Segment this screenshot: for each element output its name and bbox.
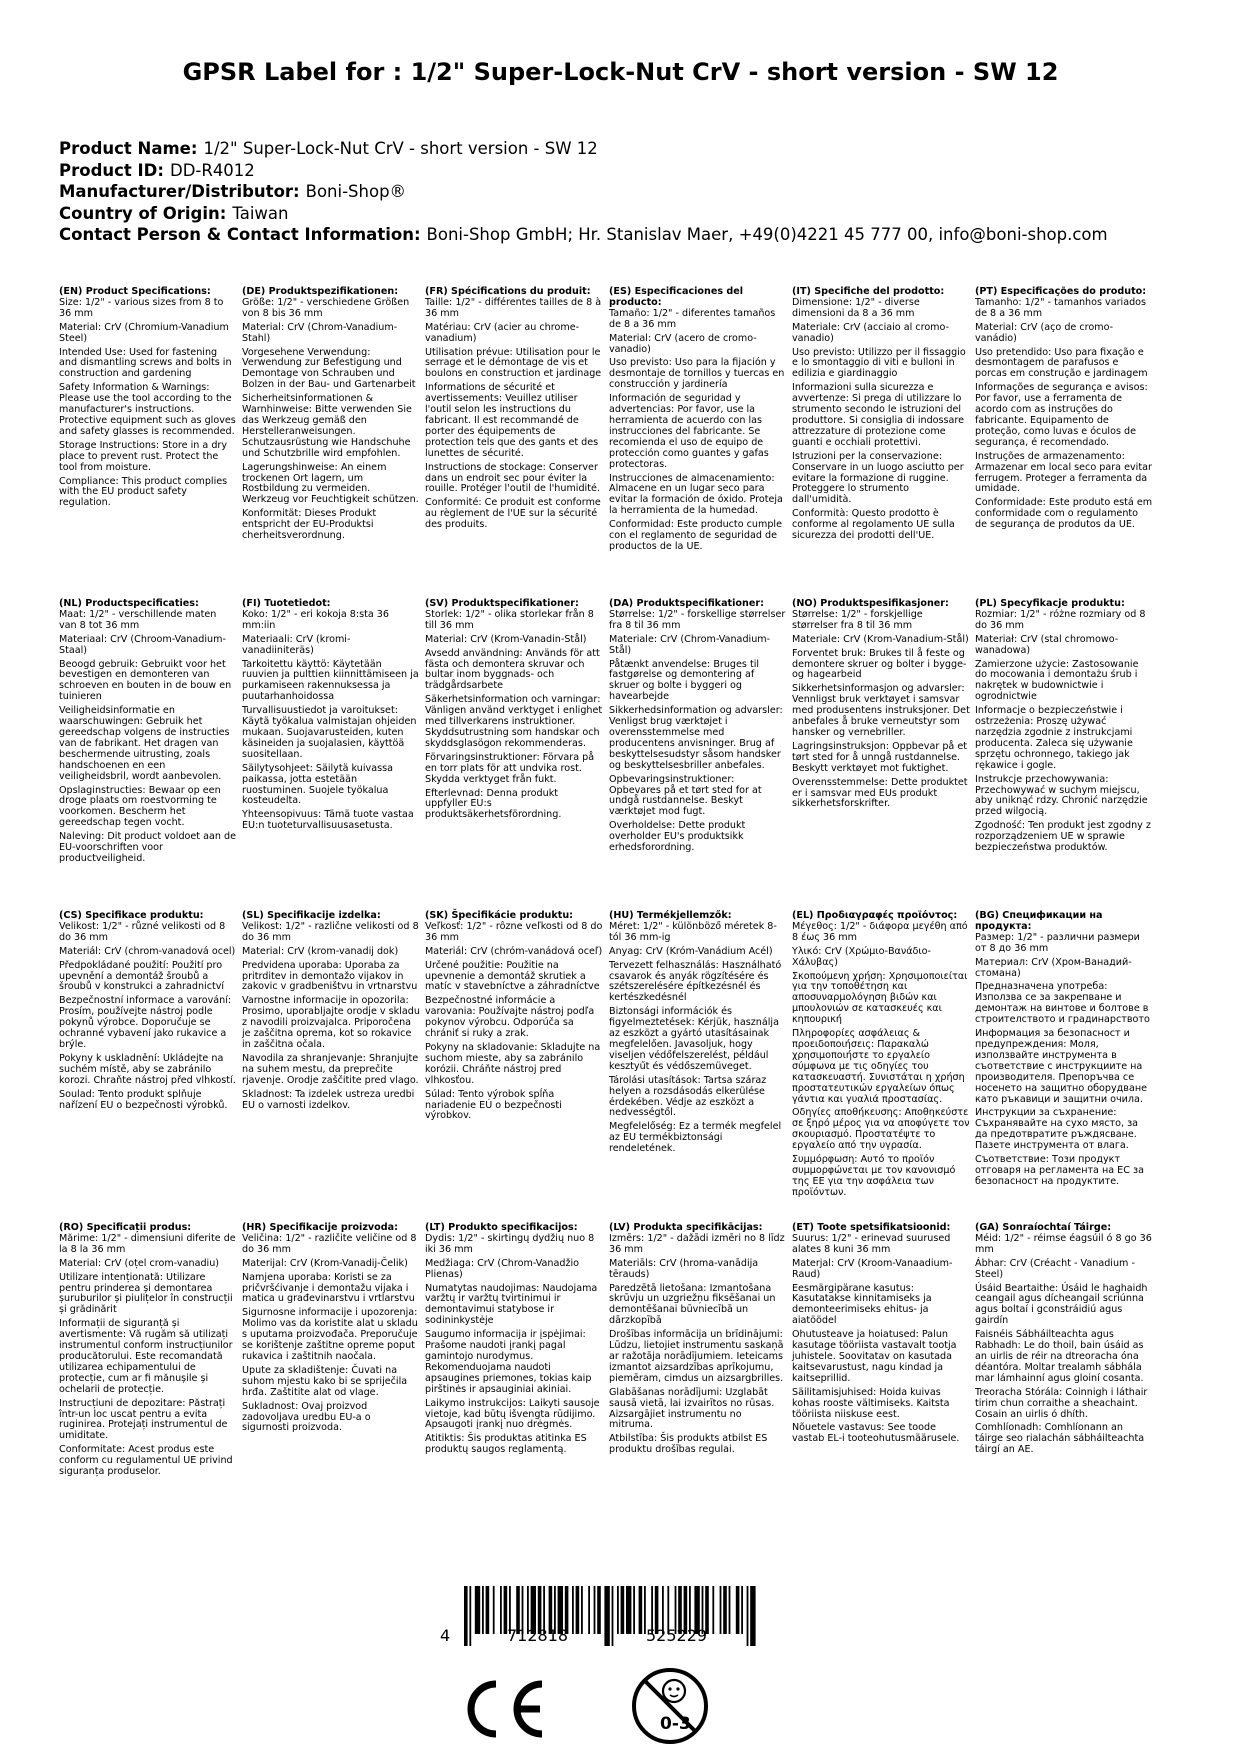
barcode [440,1586,762,1650]
section-paragraph: Påtænkt anvendelse: Bruges til fastgørelse og demontering af skruer og bolte i byggeri og havearbejde [609,658,760,703]
section-paragraph: Velikost: 1/2" - různé velikosti od 8 do 36 mm [59,920,226,943]
section-paragraph: Zamierzone użycie: Zastosowanie do mocowania i demontażu śrub i nakrętek w budownictwie i ogrodnictwie [975,658,1139,703]
section-heading: (PL) Specyfikacje produktu: [975,598,1125,609]
section-column [609,287,787,556]
section-heading: (ET) Toote spetsifikatsioonid: [792,1222,951,1233]
barcode-bar [588,1586,590,1634]
section-paragraph: Předpokládané použití: Použití pro upevnění a demontáž šroubů a šroubů v konstrukci a zahradnictví [59,959,225,993]
section-paragraph: Turvallisuustiedot ja varoitukset: Käytä työkalua valmistajan ohjeiden mukaan. Suojavarusteiden, kuten käsineiden ja suojalasien, käyttöä suositellaan. [242,705,417,760]
section-paragraph: Zgodność: Ten produkt jest zgodny z rozporządzeniem UE w sprawie bezpieczeństwa produktów. [975,820,1151,854]
barcode-bar [493,1586,495,1634]
section-column [242,287,420,545]
section-paragraph: Størrelse: 1/2" - forskjellige størrelser fra 8 til 36 mm [792,608,923,631]
section-paragraph: Beoogd gebruik: Gebruikt voor het bevestigen en demonteren van schroeven en bouten in de bouw en tuinieren [59,658,232,703]
section-paragraph: Materijal: CrV (Krom-Vanadij-Čelik) [242,1257,408,1269]
section-paragraph: Tarkoitettu käyttö: Käytetään ruuvien ja pulttien kiinnittämiseen ja purkamiseen rakennuksessa ja puutarhanhoidossa [242,658,419,703]
section-paragraph: Laikymo instrukcijos: Laikyti sausoje vietoje, kad būtų išvengta rūdijimo. Apsaugoti įrankį nuo drėgmės. [425,1397,600,1431]
info-value: Boni-Shop® [305,182,407,201]
section-paragraph: Material: CrV (aço de cromo-vanádio) [975,321,1114,344]
barcode-bar [597,1586,601,1634]
section-heading: (LV) Produkta specifikācijas: [609,1222,763,1233]
section-heading: (BG) Спецификации на продукта: [975,910,1103,932]
section-paragraph: Lagringsinstruksjon: Oppbevar på et tørt sted for å unngå rustdannelse. Beskytt verktøyet mot fuktighet. [792,740,968,774]
barcode-bar [723,1586,727,1634]
section-heading: (DA) Produktspecifikationer: [609,598,764,609]
section-paragraph: Uso previsto: Utilizzo per il fissaggio e lo smontaggio di viti e bulloni in edilizia e giardinaggio [792,346,966,380]
section-paragraph: Информация за безопасност и предупреждения: Моля, използвайте инструмента в съответствие с инструкциите на производителя. Препоръчва се носенето на защитно оборудване като ръкавици и защитни очила. [975,1028,1147,1105]
section-paragraph: Conformità: Questo prodotto è conforme al regolamento UE sulla sicurezza dei prodotti dell'UE. [792,508,955,542]
info-label: Manufacturer/Distributor: [59,182,300,201]
section-paragraph: Efterlevnad: Denna produkt uppfyller EU:s produktsäkerhetsförordning. [425,787,562,821]
barcode-bar [633,1586,635,1634]
section-heading: (PT) Especificações do produto: [975,286,1147,297]
section-heading: (SL) Specifikacije izdelka: [242,910,381,921]
section-paragraph: Uso pretendido: Uso para fixação e desmontagem de parafusos e porcas em construção e jardinagem [975,346,1148,380]
section-paragraph: Säilytysohjeet: Säilytä kuivassa paikassa, jotta estetään ruostuminen. Suojele työkalua kosteudelta. [242,762,393,807]
section-paragraph: Storlek: 1/2" - olika storlekar från 8 till 36 mm [425,608,594,631]
section-paragraph: Biztonsági információk és figyelmeztetések: Kérjük, használja az eszközt a gyártó utasításainak megfelelően. Javasoljuk, hogy viseljen védőfelszerelést, például kesztyűt és védőszemüveget. [609,1006,779,1072]
section-paragraph: Materiaal: CrV (Chroom-Vanadium-Staal) [59,633,226,656]
barcode-bar [626,1586,631,1634]
section-heading: (GA) Sonraíochtaí Táirge: [975,1222,1112,1233]
section-column [609,911,787,1158]
barcode-bar [621,1586,625,1634]
barcode-bar [729,1586,731,1634]
section-paragraph: Suurus: 1/2" - erinevad suurused alates 8 kuni 36 mm [792,1232,951,1255]
section-paragraph: Overholdelse: Dette produkt overholder EU's produktsikk erhedsforordning. [609,820,746,854]
section-paragraph: Predvidena uporaba: Uporaba za pritrditev in demontažo vijakov in zakovic v gradbeništvu in vrtnarstvu [242,959,418,993]
section-paragraph: Συμμόρφωση: Αυτό το προϊόν συμμορφώνεται με τον κανονισμό της ΕΕ για την ασφάλεια των προϊόντων. [792,1154,956,1198]
info-label: Contact Person & Contact Information: [59,225,421,244]
section-paragraph: Medžiaga: CrV (Chrom-Vanadžio Plienas) [425,1257,580,1280]
section-paragraph: Vorgesehene Verwendung: Verwendung zur Befestigung und Demontage von Schrauben und Bolzen in der Bau- und Gartenarbeit [242,346,416,391]
section-column [792,911,970,1202]
section-paragraph: Saugumo informacija ir įspėjimai: Prašome naudoti įrankį pagal gamintojo nurodymus. Rekomenduojama naudoti apsaugines priemones, tokias kaip pirštinės ir apsauginiai akiniai. [425,1329,592,1395]
section-paragraph: Dydis: 1/2" - skirtingų dydžių nuo 8 iki 36 mm [425,1232,595,1255]
section-paragraph: Información de seguridad y advertencias: Por favor, use la herramienta de acuerdo con las instrucciones del fabricante. Se recomienda el uso de equipo de protección como guantes y gafas protectoras. [609,393,769,470]
section-paragraph: Bezpečnostné informácie a varovania: Používajte nástroj podľa pokynov výrobcu. Odporúča sa chrániť si ruky a zrak. [425,995,595,1040]
section-heading: (NL) Productspecificaties: [59,598,199,609]
section-column [792,1223,970,1448]
section-paragraph: Avsedd användning: Används för att fästa och demontera skruvar och bultar inom byggnads- och trädgårdsarbete [425,647,600,692]
manufacturer-row [59,181,1209,203]
section-paragraph: Upute za skladištenje: Čuvati na suhom mjestu kako bi se spriječila hrđa. Zaštitite alat od vlage. [242,1364,408,1398]
section-heading: (SK) Špecifikácie produktu: [425,910,574,921]
barcode-digit-first: 4 [440,1626,451,1645]
section-paragraph: Informações de segurança e avisos: Por favor, use a ferramenta de acordo com as instruções do fabricante. Equipamento de proteção, como luvas e óculos de segurança, é recomendado. [975,382,1148,448]
section-paragraph: Informations de sécurité et avertissements: Veuillez utiliser l'outil selon les instructions du fabricant. Il est recommandé de porter des équipements de protection tels que des gants et des lunettes de sécurité. [425,382,599,459]
barcode-digits-right: 525229 [646,1626,708,1645]
section-paragraph: Opslaginstructies: Bewaar op een droge plaats om roestvorming te voorkomen. Bescherm het gereedschap tegen vocht. [59,784,221,829]
section-paragraph: Velikost: 1/2" - različne velikosti od 8 do 36 mm [242,920,419,943]
section-paragraph: Matériau: CrV (acier au chrome-vanadium) [425,321,580,344]
section-heading: (HU) Termékjellemzők: [609,910,732,921]
section-column [792,599,970,813]
section-paragraph: Instrucciones de almacenamiento: Almacene en un lugar seco para evitar la formación de óxido. Proteja la herramienta de la humedad. [609,472,783,517]
section-column [975,287,1153,534]
section-paragraph: Säkerhetsinformation och varningar: Vänligen använd verktyget i enlighet med tillverkarens instruktioner. Skyddsutrustning som handskar och skyddsglasögon rekommenderas. [425,694,603,749]
section-paragraph: Tervezett felhasználás: Használható csavarok és anyák rögzítésére és szétszerelésére építkezésnél és kertészkedésnél [609,959,782,1004]
section-paragraph: Материал: CrV (Хром-Ванадий-стомана) [975,956,1132,979]
section-paragraph: Material: CrV (Chromium-Vanadium Steel) [59,321,229,344]
barcode-bar [750,1586,755,1646]
barcode-digits-left: 712818 [507,1626,569,1645]
section-paragraph: Conformidade: Este produto está em conformidade com o regulamento de segurança de produtos da UE. [975,497,1153,531]
section-paragraph: Material: CrV (Chrom-Vanadium-Stahl) [242,321,398,344]
section-paragraph: Material: CrV (oțel crom-vanadiu) [59,1257,220,1269]
section-paragraph: Materiał: CrV (stal chromowo-wanadowa) [975,633,1119,656]
section-paragraph: Určené použitie: Použitie na upevnenie a demontáž skrutiek a matíc v stavebníctve a záhradníctve [425,959,600,993]
section-heading: (ES) Especificaciones del producto: [609,286,744,308]
section-paragraph: Treoracha Stórála: Coinnigh i láthair tirim chun corraithe a sheachaint. Cosain an uirlis ó dhíth. [975,1386,1148,1420]
section-paragraph: Safety Information & Warnings: Please use the tool according to the manufacturer's instructions. Protective equipment such as gloves and safety glasses is recommended. [59,382,236,437]
section-paragraph: Materiál: CrV (chróm-vanádová oceľ) [425,945,603,957]
section-column [59,911,237,1114]
section-column [975,599,1153,857]
section-paragraph: Instrucțiuni de depozitare: Păstrați într-un loc uscat pentru a evita ruginirea. Protejați instrumentul de umiditate. [59,1397,228,1442]
section-paragraph: Naleving: Dit product voldoet aan de EU-voorschriften voor productveiligheid. [59,831,236,864]
section-column [425,287,603,534]
barcode-bar [469,1586,471,1646]
ce-mark-icon [458,1678,548,1744]
section-paragraph: Maat: 1/2" - verschillende maten van 8 tot 36 mm [59,608,217,631]
section-paragraph: Material: CrV (Krom-Vanadin-Stål) [425,633,587,645]
section-paragraph: Tamanho: 1/2" - tamanhos variados de 8 a 36 mm [975,296,1147,319]
section-paragraph: Μέγεθος: 1/2" - διάφορα μεγέθη από 8 έως 36 mm [792,920,968,943]
section-paragraph: Größe: 1/2" - verschiedene Größen von 8 bis 36 mm [242,296,410,319]
section-paragraph: Eesmärgipärane kasutus: Kasutatakse kinnitamiseks ja demonteerimiseks ehitus- ja aiatöödel [792,1282,932,1327]
section-paragraph: Size: 1/2" - various sizes from 8 to 36 mm [59,296,224,319]
section-paragraph: Atbilstība: Šis produkts atbilst ES produktu drošības regulai. [609,1433,768,1456]
section-column [242,1223,420,1437]
barcode-bar [747,1586,749,1646]
section-paragraph: Materiale: CrV (acciaio al cromo-vanadio) [792,321,950,344]
section-paragraph: Overensstemmelse: Dette produktet er i samsvar med EUs produkt sikkerhetsforskrifter. [792,776,968,810]
barcode-bar [594,1586,596,1634]
section-column [59,1223,237,1481]
section-paragraph: Méid: 1/2" - réimse éagsúil ó 8 go 36 mm [975,1232,1152,1255]
section-heading: (FI) Tuotetiedot: [242,598,331,609]
info-value: Boni-Shop GmbH; Hr. Stanislav Maer, +49(0)4221 45 777 00, info@boni-shop.com [426,225,1108,244]
section-paragraph: Megfelelőség: Ez a termék megfelel az EU termékbiztonsági rendeletének. [609,1121,782,1155]
barcode-bar [604,1586,609,1646]
section-paragraph: Informații de siguranță și avertismente: Vă rugăm să utilizați instrumentul conform instrucțiunilor producătorului. Este recomandată utilizarea echipamentului de protecție, cum ar fi mănușile și ochelarii de protecție. [59,1318,233,1395]
section-paragraph: Yhteensopivuus: Tämä tuote vastaa EU:n tuoteturvallisuusasetusta. [242,809,414,832]
barcode-bar [617,1586,619,1634]
barcode-bar [464,1586,468,1646]
section-paragraph: Υλικό: CrV (Χρώμιο-Βανάδιο-Χάλυβας) [792,945,932,968]
section-heading: (NO) Produktspesifikasjoner: [792,598,949,609]
section-paragraph: Rozmiar: 1/2" - różne rozmiary od 8 do 36 mm [975,608,1146,631]
section-paragraph: Предназначена употреба: Използва се за закрепване и демонтаж на винтове и болтове в строителството и градинарството [975,981,1150,1026]
section-column [792,287,970,545]
section-paragraph: Navodila za shranjevanje: Shranjujte na suhem mestu, da preprečite rjavenje. Orodje zaščitite pred vlago. [242,1052,419,1086]
section-paragraph: Varnostne informacije in opozorila: Prosimo, uporabljajte orodje v skladu z navodili proizvajalca. Priporočena je zaščitna oprema, kot so rokavice in zaščitna očala. [242,995,420,1050]
section-paragraph: Conformidad: Este producto cumple con el reglamento de seguridad de productos de la UE. [609,519,782,552]
page-title: GPSR Label for : 1/2" Super-Lock-Nut CrV - short version - SW 12 [182,58,1059,86]
barcode-bar [500,1586,502,1634]
section-paragraph: Размер: 1/2" - различни размери от 8 до 36 mm [975,931,1140,954]
section-heading: (EN) Product Specifications: [59,286,211,297]
section-paragraph: Lagerungshinweise: An einem trockenen Ort lagern, um Rostbildung zu vermeiden. Werkzeug vor Feuchtigkeit schützen. [242,461,419,506]
section-paragraph: Paredzētā lietošana: Izmantošana skrūvju un uzgriežņu fiksēšanai un demontēšanai būvniecībā un dārzkopībā [609,1282,776,1327]
section-paragraph: Uso previsto: Uso para la fijación y desmontaje de tornillos y tuercas en construcción y jardinería [609,357,785,391]
section-heading: (IT) Specifiche del prodotto: [792,286,945,297]
barcode-bar [581,1586,583,1634]
section-paragraph: Compliance: This product complies with the EU product safety regulation. [59,475,228,509]
section-paragraph: Materjal: CrV (Kroom-Vanaadium-Raud) [792,1257,953,1280]
section-paragraph: Namjena uporaba: Koristi se za pričvršćivanje i demontažu vijaka i matica u građevinarstvu i vrtlarstvu [242,1271,415,1305]
product-info [59,138,1209,246]
barcode-bar [572,1586,574,1634]
contact-row [59,224,1209,246]
section-column [425,599,603,824]
section-paragraph: Sigurnosne informacije i upozorenja: Molimo vas da koristite alat u skladu s uputama proizvođača. Preporučuje se korištenje zaštitne opreme poput rukavica i zaštitnih naočala. [242,1307,418,1362]
info-label: Product Name: [59,139,198,158]
section-paragraph: Utilisation prévue: Utilisation pour le serrage et le démontage de vis et boulons en construction et jardinage [425,346,602,380]
section-paragraph: Bezpečnostní informace a varování: Prosím, používejte nástroj podle pokynů výrobce. Doporučuje se ochranné vybavení jako rukavice a brýle. [59,995,232,1050]
section-paragraph: Οδηγίες αποθήκευσης: Αποθηκεύστε σε ξηρό μέρος για να αποφύγετε τον σκουριασμό. Προστατέψτε το εργαλείο από την υγρασία. [792,1107,970,1152]
section-paragraph: Utilizare intenționată: Utilizare pentru prinderea și demontarea șuruburilor și piulițelor în construcții și grădinărit [59,1271,233,1316]
barcode-bar [741,1586,743,1634]
section-column [242,911,420,1114]
section-paragraph: Taille: 1/2" - différentes tailles de 8 à 36 mm [425,296,602,319]
section-paragraph: Størrelse: 1/2" - forskellige størrelser fra 8 til 36 mm [609,608,786,631]
section-paragraph: Intended Use: Used for fastening and dismantling screws and bolts in construction and gardening [59,346,232,380]
origin-row [59,203,1209,225]
age-warning-icon [630,1666,710,1750]
info-value: 1/2" Super-Lock-Nut CrV - short version - SW 12 [203,139,598,158]
section-paragraph: Soulad: Tento produkt splňuje nařízení EU o bezpečnosti výrobků. [59,1088,228,1111]
section-paragraph: Comhlíonadh: Comhlíonann an táirge seo rialachán sábháilteachta táirgí an AE. [975,1422,1145,1456]
section-paragraph: Koko: 1/2" - eri kokoja 8:sta 36 mm:iin [242,608,390,631]
info-label: Country of Origin: [59,203,227,223]
info-value: Taiwan [232,203,289,223]
section-paragraph: Conformitate: Acest produs este conform cu regulamentul UE privind siguranța produselor. [59,1444,233,1478]
barcode-bar [482,1586,484,1634]
section-column [609,1223,787,1459]
section-paragraph: Tamaño: 1/2" - diferentes tamaños de 8 a 36 mm [609,307,776,330]
section-paragraph: Mărime: 1/2" - dimensiuni diferite de la 8 la 36 mm [59,1232,236,1255]
section-paragraph: Informacje o bezpieczeństwie i ostrzeżenia: Proszę używać narzędzia zgodnie z instrukcjami producenta. Zaleca się używanie sprzętu ochronnego, takiego jak rękawice i gogle. [975,705,1133,771]
section-paragraph: Sikkerhetsinformasjon og advarsler: Vennligst bruk verktøyet i samsvar med produsentens instruksjoner. Det anbefales å bruke verneutstyr som hansker og vernebriller. [792,683,970,738]
section-paragraph: Materiál: CrV (chrom-vanadová ocel) [59,945,236,957]
section-paragraph: Materiāls: CrV (hroma-vanādija tērauds) [609,1257,759,1280]
section-paragraph: Съответствие: Този продукт отговаря на регламента на ЕС за безопасност на продуктите. [975,1154,1144,1187]
section-paragraph: Nõuetele vastavus: See toode vastab EL-i tooteohutusmäärusele. [792,1422,960,1445]
section-paragraph: Anyag: CrV (Króm-Vanádium Acél) [609,945,773,957]
product-name-row [59,138,1209,160]
section-column [975,911,1153,1191]
section-paragraph: Ábhar: CrV (Créacht - Vanadium - Steel) [975,1257,1135,1280]
section-paragraph: Skladnost: Ta izdelek ustreza uredbi EU o varnosti izdelkov. [242,1088,415,1111]
section-heading: (EL) Προδιαγραφές προϊόντος: [792,910,958,921]
section-paragraph: Инструкции за съхранение: Съхранявайте на сухо място, за да предотвратите ръждясване. Пазете инструмента от влага. [975,1107,1139,1152]
section-heading: (RO) Specificații produs: [59,1222,192,1233]
section-paragraph: Forventet bruk: Brukes til å feste og demontere skruer og bolter i bygge- og hagearbeid [792,647,967,681]
section-heading: (LT) Produkto specifikacijos: [425,1222,578,1233]
section-column [975,1223,1153,1459]
section-paragraph: Sicherheitsinformationen & Warnhinweise: Bitte verwenden Sie das Werkzeug gemäß den Herstelleranweisungen. Schutzausrüstung wie Handschuhe und Schutzbrille wird empfohlen. [242,393,412,459]
barcode-bar [712,1586,714,1634]
barcode-bar [736,1586,740,1634]
barcode-bar [475,1586,480,1634]
section-paragraph: Opbevaringsinstruktioner: Opbevares på et tørt sted for at undgå rustdannelse. Beskyt værktøjet mod fugt. [609,773,762,818]
section-paragraph: Veiligheidsinformatie en waarschuwingen: Gebruik het gereedschap volgens de instructies van de fabrikant. Het dragen van beschermende uitrusting, zoals handschoenen en een veiligheidsbril, wordt aanbevolen. [59,705,230,782]
section-paragraph: Ohutusteave ja hoiatused: Palun kasutage tööriista vastavalt tootja juhistele. Soovitatav on kasutada kaitsevarustust, nagu kindad ja kaitseprillid. [792,1329,957,1384]
section-paragraph: Sikkerhedsinformation og advarsler: Venligst brug værktøjet i overensstemmelse med producentens anvisninger. Brug af beskyttelsesudstyr såsom handsker og beskyttelsesbriller anbefales. [609,705,783,771]
info-label: Product ID: [59,160,164,180]
barcode-bar [612,1586,614,1646]
section-paragraph: Faisnéis Sábháilteachta agus Rabhadh: Le do thoil, bain úsáid as an uirlis de réir na dtreoracha óna déantóra. Moltar trealamh sábhála mar lámhainní agus gloiní cosanta. [975,1329,1144,1384]
section-paragraph: Säilitamisjuhised: Hoida kuivas kohas rooste vältimiseks. Kaitsta tööriista niiskuse eest. [792,1386,950,1420]
section-paragraph: Pokyny na skladovanie: Skladujte na suchom mieste, aby sa zabránilo korózii. Chráňte nástroj pred vlhkosťou. [425,1041,601,1086]
product-id-row [59,160,1209,182]
section-paragraph: Izmērs: 1/2" - dažādi izmēri no 8 līdz 36 mm [609,1232,785,1255]
section-paragraph: Σκοπούμενη χρήση: Χρησιμοποιείται για την τοποθέτηση και αποσυναρμολόγηση βιδών και μπουλονιών σε κατασκευές και κηπουρική [792,970,968,1026]
section-column [242,599,420,835]
age-label: 0-3 [660,1714,691,1734]
section-heading: (CS) Specifikace produktu: [59,910,204,921]
section-paragraph: Veličina: 1/2" - različite veličine od 8 do 36 mm [242,1232,417,1255]
section-paragraph: Pokyny k uskladnění: Ukládejte na suchém místě, aby se zabránilo korozi. Chraňte nástroj před vlhkostí. [59,1052,236,1086]
section-column [425,1223,603,1459]
info-value: DD-R4012 [169,160,255,180]
section-paragraph: Materiale: CrV (Chrom-Vanadium-Stål) [609,633,771,656]
section-heading: (HR) Specifikacije proizvoda: [242,1222,398,1233]
section-heading: (DE) Produktspezifikationen: [242,286,399,297]
barcode-bar [639,1586,643,1634]
section-column [59,287,237,512]
section-paragraph: Súlad: Tento výrobok spĺňa nariadenie EÚ o bezpečnosti výrobkov. [425,1088,562,1122]
section-paragraph: Material: CrV (krom-vanadij dok) [242,945,399,957]
section-heading: (SV) Produktspecifikationer: [425,598,579,609]
barcode-bar [486,1586,490,1634]
section-paragraph: Materiaali: CrV (kromi-vanadiiniteräs) [242,633,351,656]
section-paragraph: Drošības informācija un brīdinājumi: Lūdzu, lietojiet instrumentu saskaņā ar ražotāja norādījumiem. Ieteicams izmantot aizsardzības aprīkojumu, piemēram, cimdus un aizsargbrilles. [609,1329,784,1384]
section-column [609,599,787,857]
barcode-bar [576,1586,580,1634]
barcode-bar [720,1586,722,1634]
section-paragraph: Úsáid Beartaithe: Úsáid le haghaidh ceangail agus dícheangail scriúnna agus boltaí i gconstráidiú agus gairdín [975,1282,1148,1327]
section-paragraph: Informazioni sulla sicurezza e avvertenze: Si prega di utilizzare lo strumento secondo le istruzioni del produttore. Si consiglia di indossare attrezzature di protezione come guanti e occhiali protettivi. [792,382,965,448]
section-paragraph: Sukladnost: Ovaj proizvod zadovoljava uredbu EU-a o sigurnosti proizvoda. [242,1400,371,1434]
section-paragraph: Material: CrV (acero de cromo-vanadio) [609,332,757,355]
section-paragraph: Méret: 1/2" - különböző méretek 8-tól 36 mm-ig [609,920,777,943]
section-paragraph: Storage Instructions: Store in a dry place to prevent rust. Protect the tool from moisture. [59,439,228,473]
section-paragraph: Instruções de armazenamento: Armazenar em local seco para evitar ferrugem. Proteger a ferramenta da umidade. [975,450,1152,495]
section-paragraph: Glabāšanas norādījumi: Uzglabāt sausā vietā, lai izvairītos no rūsas. Aizsargājiet instrumentu no mitruma. [609,1386,775,1431]
section-paragraph: Instrukcje przechowywania: Przechowywać w suchym miejscu, aby uniknąć rdzy. Chronić narzędzie przed wilgocią. [975,773,1148,818]
section-column [59,599,237,868]
section-paragraph: Konformität: Dieses Produkt entspricht der EU-Produktsi cherheitsverordnung. [242,508,377,542]
section-paragraph: Dimensione: 1/2" - diverse dimensioni da 8 a 36 mm [792,296,920,319]
section-paragraph: Atitiktis: Šis produktas atitinka ES produktų saugos reglamentą. [425,1433,587,1456]
section-paragraph: Veľkosť: 1/2" - rôzne veľkosti od 8 do 36 mm [425,920,603,943]
section-paragraph: Πληροφορίες ασφάλειας & προειδοποιήσεις: Παρακαλώ χρησιμοποιήστε το εργαλείο σύμφωνα με τις οδηγίες του κατασκευαστή. Συνιστάται η χρήση προστατευτικών εργαλείων όπως γάντια και γυαλιά προστασίας. [792,1028,965,1105]
section-paragraph: Förvaringsinstruktioner: Förvara på en torr plats för att undvika rost. Skydda verktyget från fukt. [425,751,595,785]
section-paragraph: Numatytas naudojimas: Naudojama varžtų ir varžtų tvirtinimui ir demontavimui statybose ir sodininkystėje [425,1282,598,1327]
section-column [425,911,603,1125]
section-paragraph: Tárolási utasítások: Tartsa száraz helyen a rozsdásodás elkerülése érdekében. Védje az eszközt a nedvességtől. [609,1074,767,1119]
section-heading: (FR) Spécifications du produit: [425,286,591,297]
section-paragraph: Materiale: CrV (Krom-Vanadium-Stål) [792,633,969,645]
section-paragraph: Istruzioni per la conservazione: Conservare in un luogo asciutto per evitare la formazione di ruggine. Proteggere lo strumento dall'umidità. [792,450,964,506]
section-paragraph: Conformité: Ce produit est conforme au règlement de l'UE sur la sécurité des produits. [425,497,601,531]
section-paragraph: Instructions de stockage: Conserver dans un endroit sec pour éviter la rouille. Protéger l'outil de l'humidité. [425,461,600,495]
